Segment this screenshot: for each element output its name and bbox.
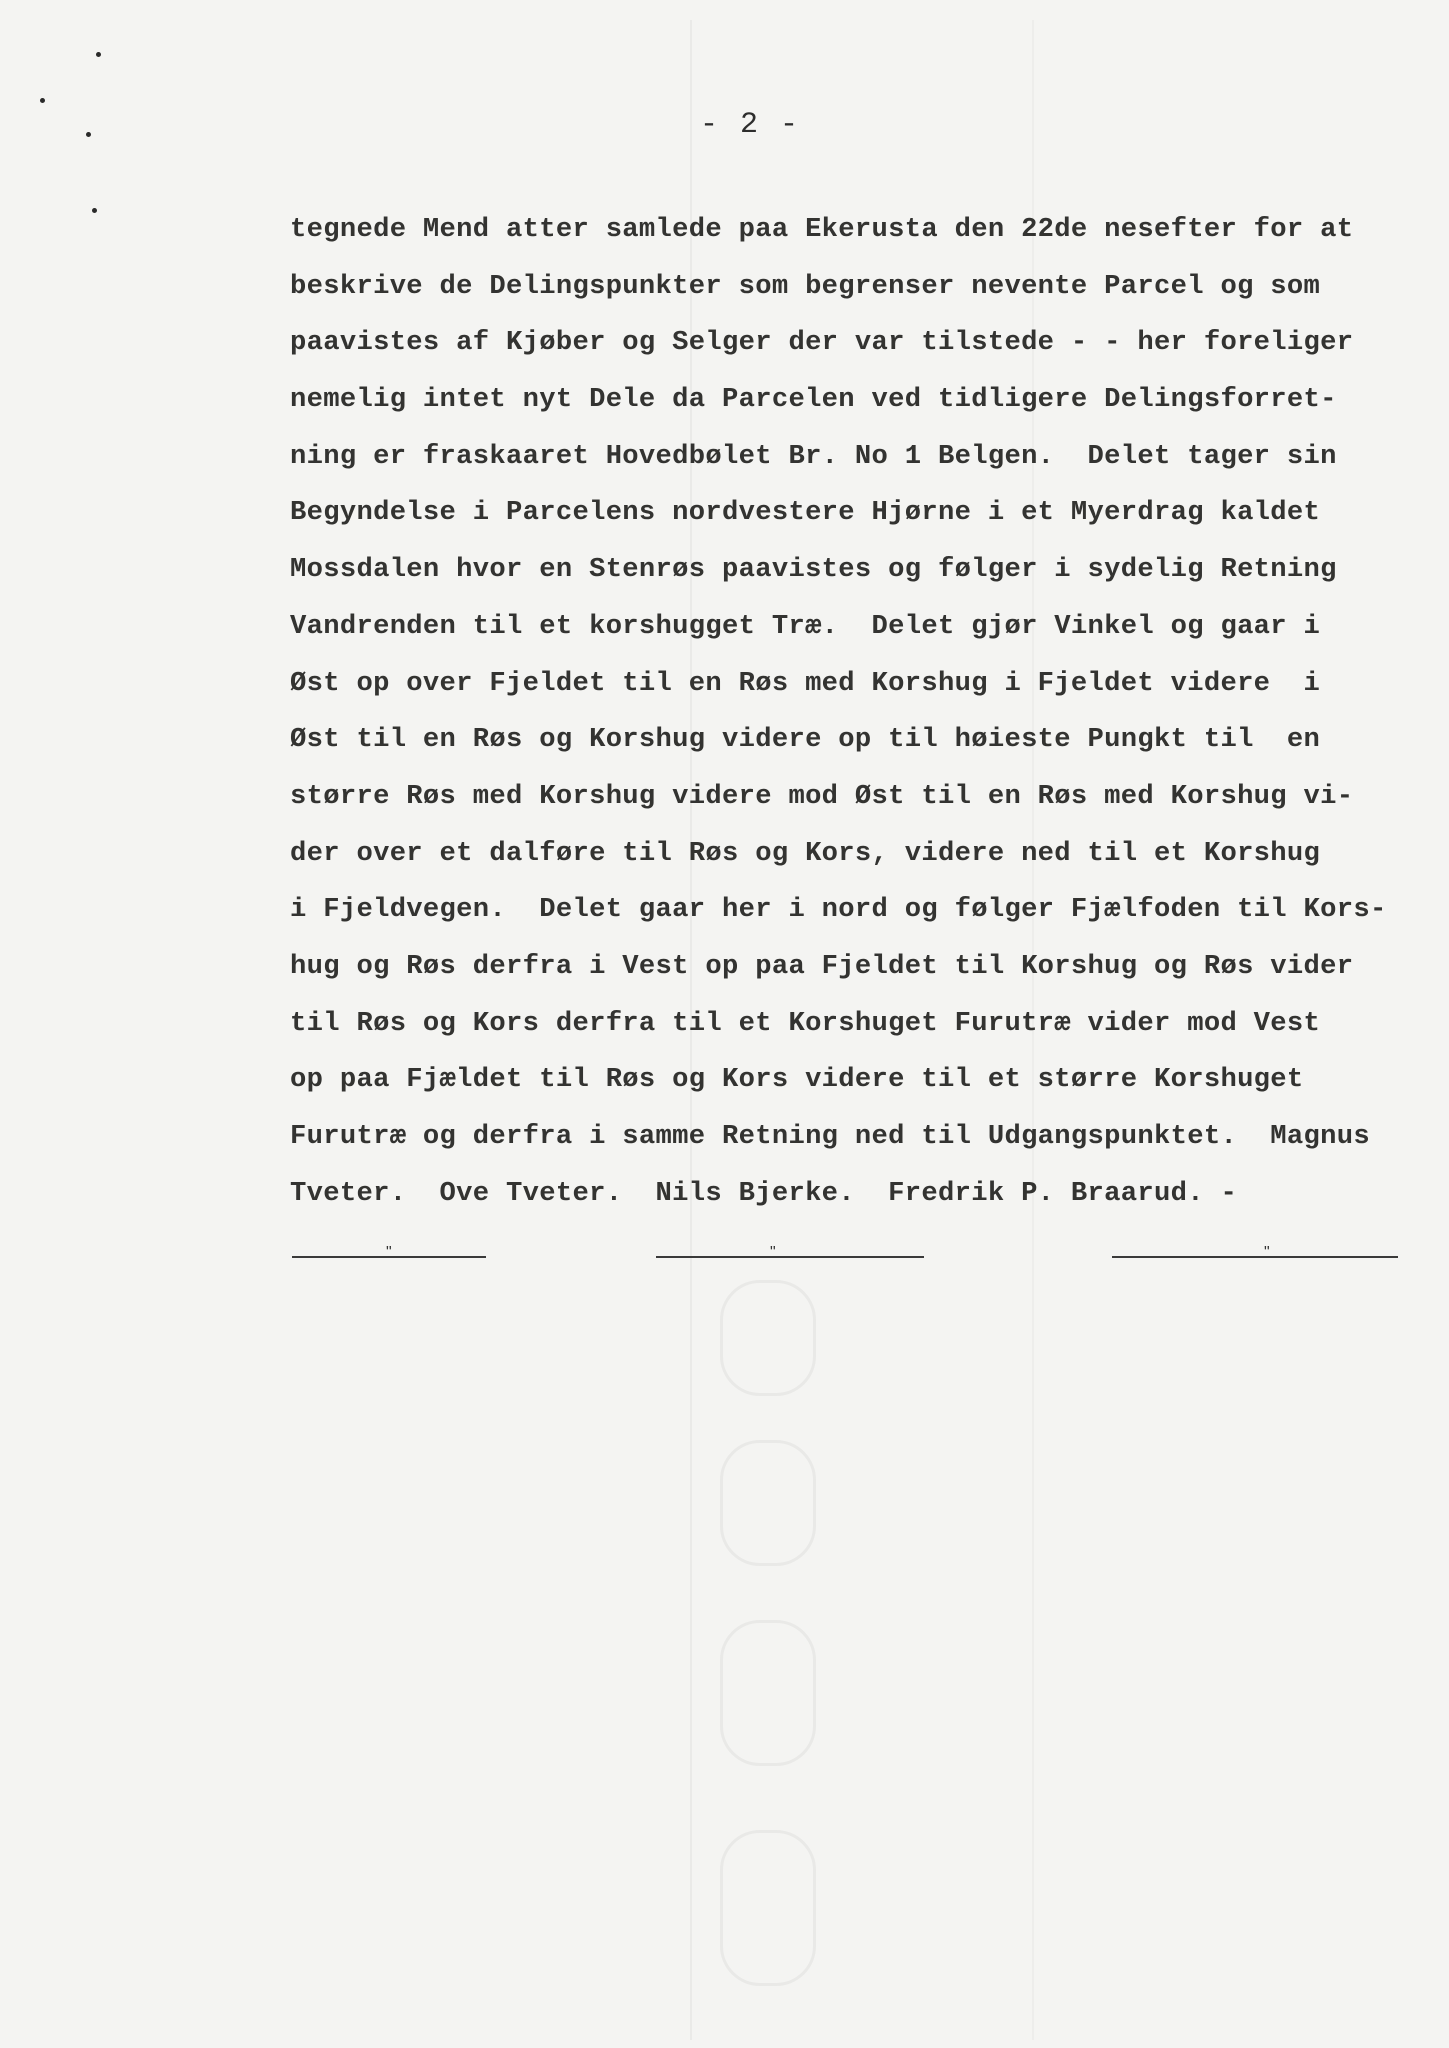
text-line: hug og Røs derfra i Vest op paa Fjeldet til Korshug og Røs vider [290,950,1354,982]
ditto-mark: " [770,1244,776,1261]
separator-line [1112,1256,1398,1258]
punch-dot [96,52,101,57]
ditto-mark: " [1264,1244,1270,1261]
body-text [290,202,1430,1222]
bleed-through-mark [720,1620,816,1766]
text-line: større Røs med Korshug videre mod Øst til en Røs med Korshug vi- [290,780,1354,812]
text-line: Furutræ og derfra i samme Retning ned til Udgangspunktet. Magnus [290,1121,1370,1152]
page-number: - 2 - [700,108,801,142]
text-line: ning er fraskaaret Hovedbølet Br. No 1 Belgen. Delet tager sin [290,440,1337,472]
bleed-through-mark [720,1440,816,1566]
text-line: paavistes af Kjøber og Selger der var tilstede - - her foreliger [290,327,1354,359]
punch-dot [40,98,45,103]
text-line: Mossdalen hvor en Stenrøs paavistes og følger i sydelig Retning [290,554,1337,586]
text-line: i Fjeldvegen. Delet gaar her i nord og følger Fjælfoden til Kors- [290,894,1387,926]
punch-dot [92,208,97,213]
text-line: Tveter. Ove Tveter. Nils Bjerke. Fredrik P. Braarud. - [290,1177,1238,1209]
text-line: Begyndelse i Parcelens nordvestere Hjørne i et Myerdrag kaldet [290,497,1321,529]
ditto-mark: " [386,1244,392,1261]
bleed-through-mark [720,1280,816,1396]
text-line: til Røs og Kors derfra til et Korshuget Furutræ vider mod Vest [290,1007,1321,1039]
punch-dot [86,132,91,137]
text-line: der over et dalføre til Røs og Kors, videre ned til et Korshug [290,837,1321,869]
text-line: nemelig intet nyt Dele da Parcelen ved tidligere Delingsforret- [290,384,1337,416]
text-line: Øst op over Fjeldet til en Røs med Korshug i Fjeldet videre i [290,667,1321,699]
text-line: Øst til en Røs og Korshug videre op til høieste Pungkt til en [290,724,1321,756]
text-line: op paa Fjældet til Røs og Kors videre til et større Korshuget [290,1064,1304,1096]
text-line: beskrive de Delingspunkter som begrenser nevente Parcel og som [290,270,1321,302]
text-line: Vandrenden til et korshugget Træ. Delet gjør Vinkel og gaar i [290,610,1321,642]
bleed-through-mark [720,1830,816,1986]
separator-line [656,1256,924,1258]
text-line: tegnede Mend atter samlede paa Ekerusta den 22de nesefter for at [290,214,1354,245]
